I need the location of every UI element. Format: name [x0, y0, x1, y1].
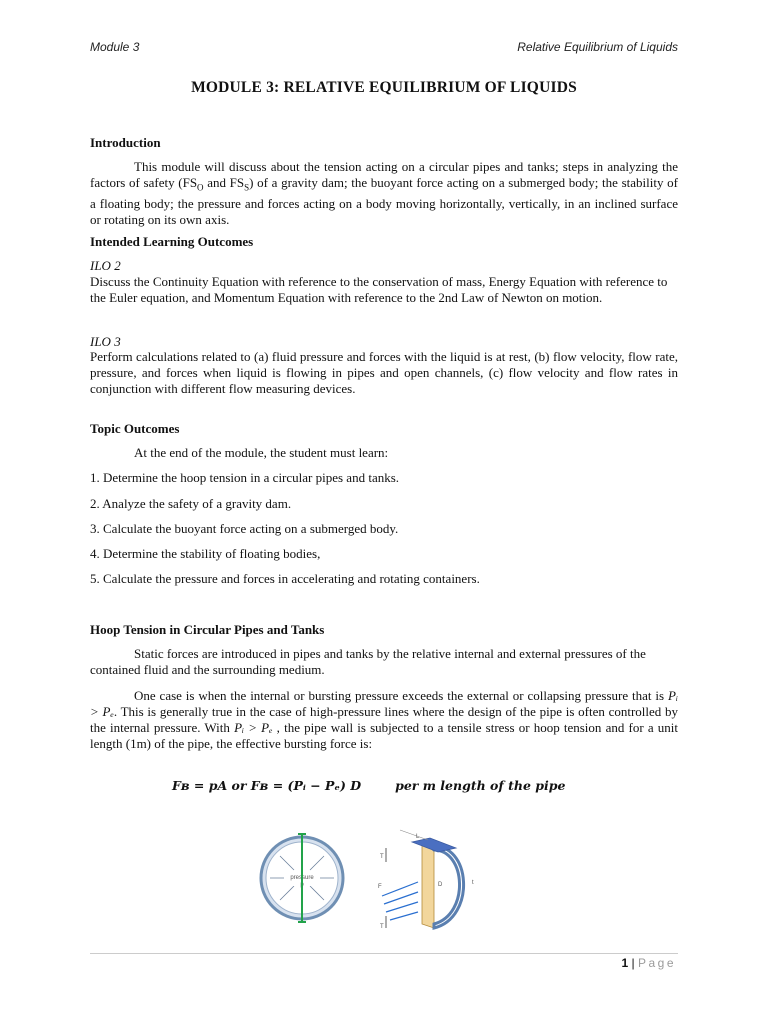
topic-item: 2. Analyze the safety of a gravity dam.	[90, 496, 292, 511]
header-module: Module 3	[90, 40, 140, 54]
t-bottom-label: T	[380, 924, 384, 930]
topic-item: 1. Determine the hoop tension in a circular pipes and tanks.	[90, 470, 400, 485]
hoop-paragraph-2: One case is when the internal or bursting pressure exceeds the external or collapsing pressure that is Pᵢ > Pₑ. This is generally true in the case of high-pressure lines where the design of the pipe is often controlled by the internal pressure. With Pᵢ > Pₑ , the pipe wall is subjected to a tensile stress or hoop tension and for a unit length (1m) of the pipe, the effective bursting force is:	[90, 688, 679, 751]
topic-item: 4. Determine the stability of floating bodies,	[90, 546, 321, 561]
t-top-label: T	[380, 854, 384, 860]
d-label: D	[438, 882, 443, 888]
introduction-heading: Introduction	[90, 135, 161, 150]
pipe-half-section-figure	[372, 824, 484, 932]
hoop-heading: Hoop Tension in Circular Pipes and Tanks	[90, 622, 325, 637]
topic-item: 5. Calculate the pressure and forces in accelerating and rotating containers.	[90, 571, 480, 586]
ilo3-label: ILO 3	[90, 334, 121, 349]
pressure-label: pressure	[290, 875, 314, 881]
topic-intro: At the end of the module, the student must learn:	[134, 445, 389, 460]
hoop-paragraph-1: Static forces are introduced in pipes and tanks by the relative internal and external pressures of the contained fluid and the surrounding medium.	[90, 646, 646, 677]
f-label: F	[378, 884, 382, 890]
ilo2-label: ILO 2	[90, 258, 121, 273]
ilo-heading: Intended Learning Outcomes	[90, 234, 254, 249]
page-title: MODULE 3: RELATIVE EQUILIBRIUM OF LIQUIDS	[191, 79, 577, 96]
introduction-paragraph: This module will discuss about the tension acting on a circular pipes and tanks; steps in analyzing the factors of safety ($FS_O$ and $FS_S$) of a gravity dam; the buoyant force acting on a submerged body; the stability of a floating body; the pressure and forces acting on a body moving horizontally, vertically, in an inclined surface or rotating on its own axis.	[90, 159, 678, 227]
pipe-cross-section-figure	[254, 828, 352, 926]
thickness-label: t	[472, 880, 474, 886]
p-label: p	[300, 882, 304, 888]
ilo3-text: Perform calculations related to (a) fluid pressure and forces with the liquid is at rest, (b) flow velocity, flow rate, pressure, and forces when liquid is flowing in pipes and open channels, (c) flow velocity and flow rates in conjunction with different flow measuring devices.	[90, 349, 678, 396]
topic-item: 3. Calculate the buoyant force acting on a submerged body.	[90, 521, 399, 536]
header-topic: Relative Equilibrium of Liquids	[517, 40, 678, 54]
force-arrows	[382, 882, 418, 920]
bursting-force-equation: Fʙ = pA or Fʙ = (Pᵢ − Pₑ) D per m length of the pipe	[172, 778, 566, 793]
ilo2-text: Discuss the Continuity Equation with reference to the conservation of mass, Energy Equation with reference to the Euler equation, and Momentum Equation with reference to the 2nd Law of Newton on motion.	[90, 274, 668, 305]
l-label: L	[416, 834, 420, 840]
footer-rule	[90, 953, 678, 954]
topic-heading: Topic Outcomes	[90, 421, 180, 436]
page-number: 1 | Page	[621, 956, 676, 970]
